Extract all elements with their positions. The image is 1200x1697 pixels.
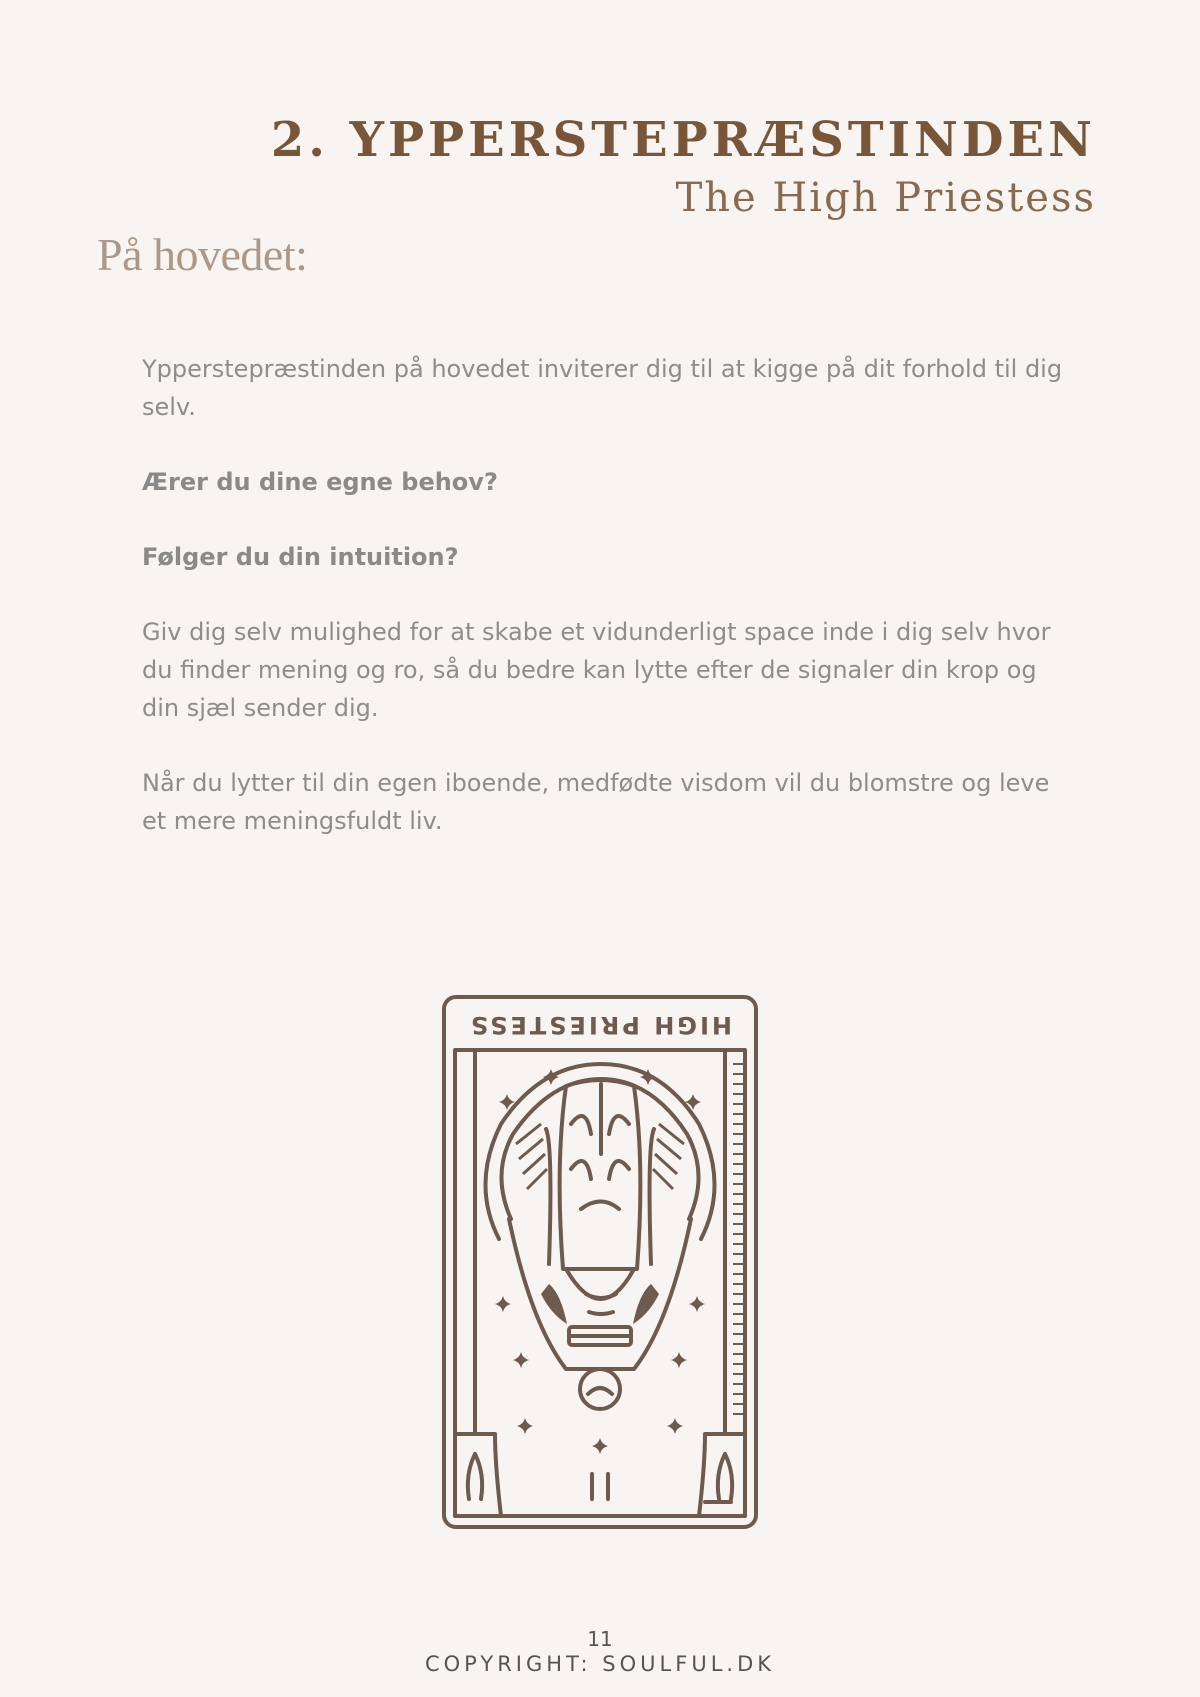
section-heading: På hovedet: bbox=[97, 229, 308, 280]
page-number: 11 bbox=[587, 1627, 613, 1651]
tarot-card-icon bbox=[441, 994, 759, 1530]
body-text bbox=[142, 350, 1072, 877]
question-needs: Ærer du dine egne behov? bbox=[142, 468, 498, 496]
page-title: 2. YPPERSTEPRÆSTINDEN bbox=[270, 112, 1096, 168]
paragraph-space: Giv dig selv mulighed for at skabe et vidunderligt space inde i dig selv hvor du finder mening og ro, så du bedre kan lytte efter de signaler din krop og din sjæl sender dig. bbox=[142, 618, 1051, 722]
card-title: HIGH PRIESTESS bbox=[467, 1011, 733, 1039]
paragraph-intro: Ypperstepræstinden på hovedet inviterer dig til at kigge på dit forhold til dig selv. bbox=[142, 355, 1063, 421]
page-subtitle: The High Priestess bbox=[675, 175, 1096, 221]
copyright-notice: COPYRIGHT: SOULFUL.DK bbox=[424, 1652, 776, 1676]
question-intuition: Følger du din intuition? bbox=[142, 543, 459, 571]
paragraph-wisdom: Når du lytter til din egen iboende, medfødte visdom vil du blomstre og leve et mere meningsfuldt liv. bbox=[142, 769, 1050, 835]
